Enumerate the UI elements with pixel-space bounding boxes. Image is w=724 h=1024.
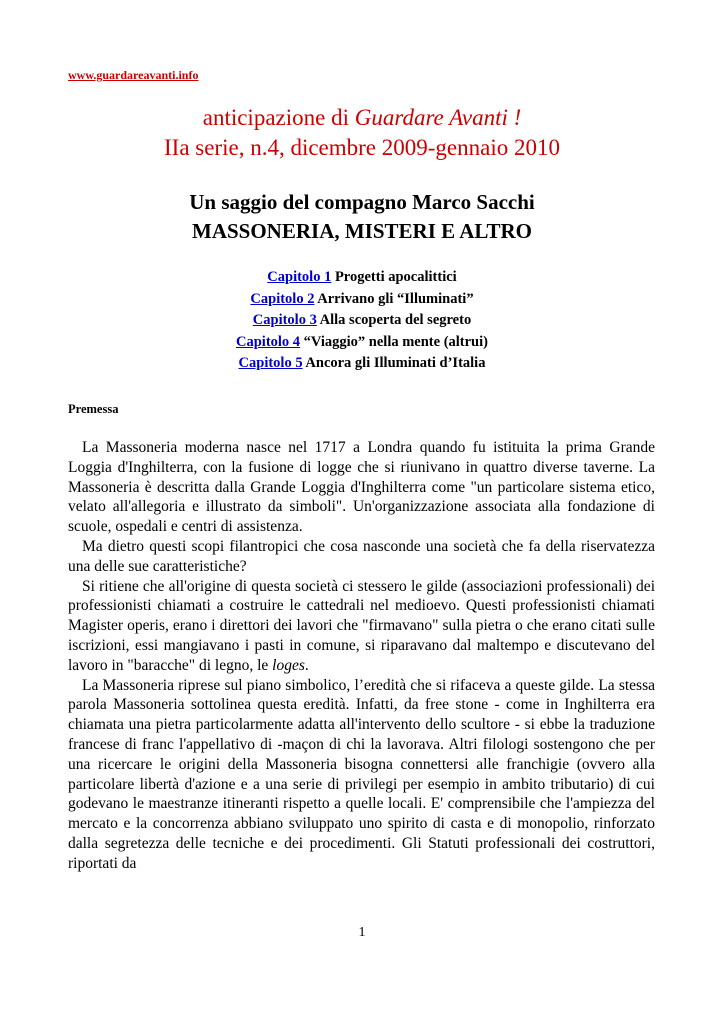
essay-author-line: Un saggio del compagno Marco Sacchi xyxy=(189,190,535,214)
body-text xyxy=(68,438,655,874)
toc-desc: Arrivano gli “Illuminati” xyxy=(314,290,474,307)
toc-item xyxy=(0,332,724,354)
paragraph-text: Si ritiene che all'origine di questa società ci stessero le gilde (associazioni professionali) dei professionisti chiamati a costruire le cattedrali nel medioevo. Questi professionisti chiamati Magister operis, erano i direttori dei lavori che "firmavano" sulla pietra o che erano citati sulle iscrizioni, essi mangiavano i pasti in comune, si riparavano dal maltempo e discutevano del lavoro in "baracche" di legno, le xyxy=(68,577,655,674)
paragraph: Ma dietro questi scopi filantropici che cosa nasconde una società che fa della riservatezza una delle sue caratteristiche? xyxy=(68,537,655,575)
toc-desc: Progetti apocalittici xyxy=(331,269,457,285)
toc-link-capitolo-2[interactable]: Capitolo 2 xyxy=(250,290,315,307)
toc-item xyxy=(0,310,724,332)
issue-title-line1 xyxy=(0,103,724,133)
issue-title-line2: IIa serie, n.4, dicembre 2009-gennaio 2010 xyxy=(164,135,560,160)
toc-desc: Alla scoperta del segreto xyxy=(316,312,472,328)
toc-desc: Ancora gli Illuminati d’Italia xyxy=(302,355,486,371)
toc-desc: “Viaggio” nella mente (altrui) xyxy=(300,333,488,350)
paragraph-text: . xyxy=(304,656,309,674)
section-heading: Premessa xyxy=(68,402,119,416)
paragraph: La Massoneria moderna nasce nel 1717 a Londra quando fu istituita la prima Grande Loggia d'Inghilterra, con la fusione di logge che si riunivano in quattro diverse taverne. La Massoneria è descritta dalla Grande Loggia d'Inghilterra come "un particolare sistema etico, velato all'allegoria e illustrato da simboli". Un'organizzazione associata alla fondazione di scuole, ospedali e centri di assistenza. xyxy=(68,439,655,536)
toc-item xyxy=(0,353,724,375)
toc-link-capitolo-4[interactable]: Capitolo 4 xyxy=(236,333,301,350)
toc-item xyxy=(0,289,724,311)
paragraph xyxy=(68,577,655,676)
issue-title-prefix: anticipazione di xyxy=(202,105,355,130)
toc-item xyxy=(0,267,724,289)
essay-title: MASSONERIA, MISTERI E ALTRO xyxy=(192,219,532,243)
table-of-contents xyxy=(0,267,724,375)
page-number: 1 xyxy=(358,925,366,940)
site-link[interactable]: www.guardareavanti.info xyxy=(68,68,199,82)
toc-link-capitolo-1[interactable]: Capitolo 1 xyxy=(267,269,332,285)
magazine-name: Guardare Avanti ! xyxy=(354,105,522,130)
toc-link-capitolo-3[interactable]: Capitolo 3 xyxy=(252,312,317,328)
italic-term: loges xyxy=(272,656,305,674)
toc-link-capitolo-5[interactable]: Capitolo 5 xyxy=(238,355,303,371)
paragraph: La Massoneria riprese sul piano simbolico, l’eredità che si rifaceva a queste gilde. La stessa parola Massoneria sottolinea questa eredità. Infatti, da free stone - come in Inghilterra era chiamata una pietra particolarmente adatta all'intervento dello scultore - si ebbe la traduzione francese di franc l'appellativo di -maçon di chi la lavorava. Altri filologi sostengono che per una ricercare le origini della Massoneria bisogna connettersi alle franchigie (ovvero alla particolare libertà d'azione e a una serie di privilegi per esempio in ambito tributario) di cui godevano le maestranze itineranti rispetto a quelle locali. E' comprensibile che l'ampiezza del mercato e la concorrenza abbiano sviluppato uno spirito di casta e di monopolio, rinforzato dalla segretezza delle tecniche e dei procedimenti. Gli Statuti professionali dei costruttori, riportati da xyxy=(68,676,655,872)
